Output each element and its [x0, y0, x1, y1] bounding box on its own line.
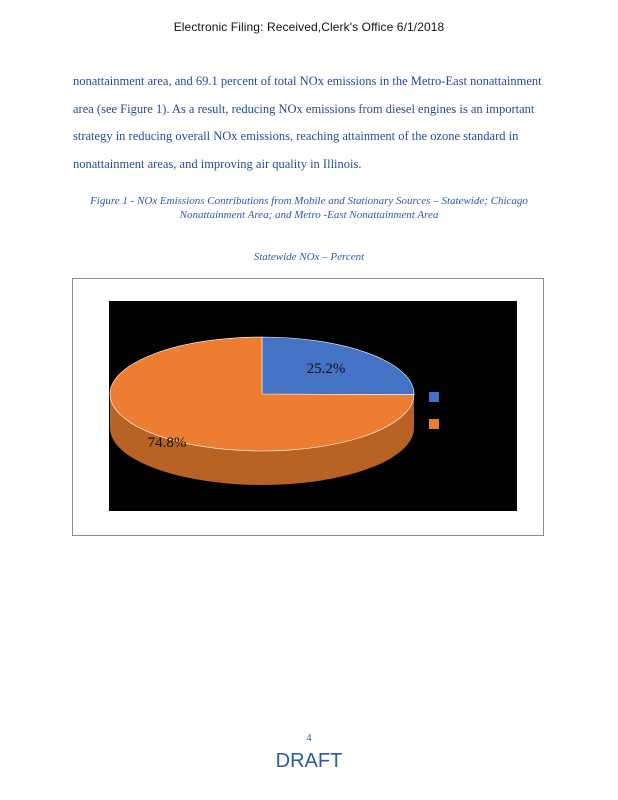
body-line-3: strategy in reducing overall NOx emissions, reaching attainment of the ozone standard in: [73, 129, 519, 143]
body-line-2: area (see Figure 1). As a result, reducing NOx emissions from diesel engines is an important: [73, 101, 535, 116]
draft-label: DRAFT: [275, 750, 343, 772]
legend-label-mobile: Mobile: [447, 415, 494, 432]
body-paragraph: [73, 68, 545, 178]
body-line-4: nonattainment areas, and improving air quality in Illinois.: [73, 156, 362, 171]
legend-swatch-point: [429, 392, 439, 402]
legend-label-point: Point: [447, 388, 481, 405]
pie-label-point: 25.2%: [306, 361, 346, 377]
legend-item-mobile: [429, 410, 493, 437]
chart-legend: [429, 383, 493, 437]
legend-swatch-mobile: [429, 419, 439, 429]
body-line-1: nonattainment area, and 69.1 percent of total NOx emissions in the Metro-East nonattainment: [73, 74, 542, 88]
page-number: 4: [306, 733, 312, 744]
filing-header: Electronic Filing: Received,Clerk's Office 6/1/2018: [173, 20, 445, 34]
chart-frame: [72, 278, 544, 536]
pie-label-mobile: 74.8%: [147, 435, 187, 451]
legend-item-point: [429, 383, 493, 410]
chart-title: Statewide NOx – Percent: [253, 251, 365, 263]
figure-caption: Figure 1 - NOx Emissions Contributions from Mobile and Stationary Sources – Statewide; Chicago Nonattainment Area; and Metro -East Nonattainment Area: [90, 195, 528, 221]
